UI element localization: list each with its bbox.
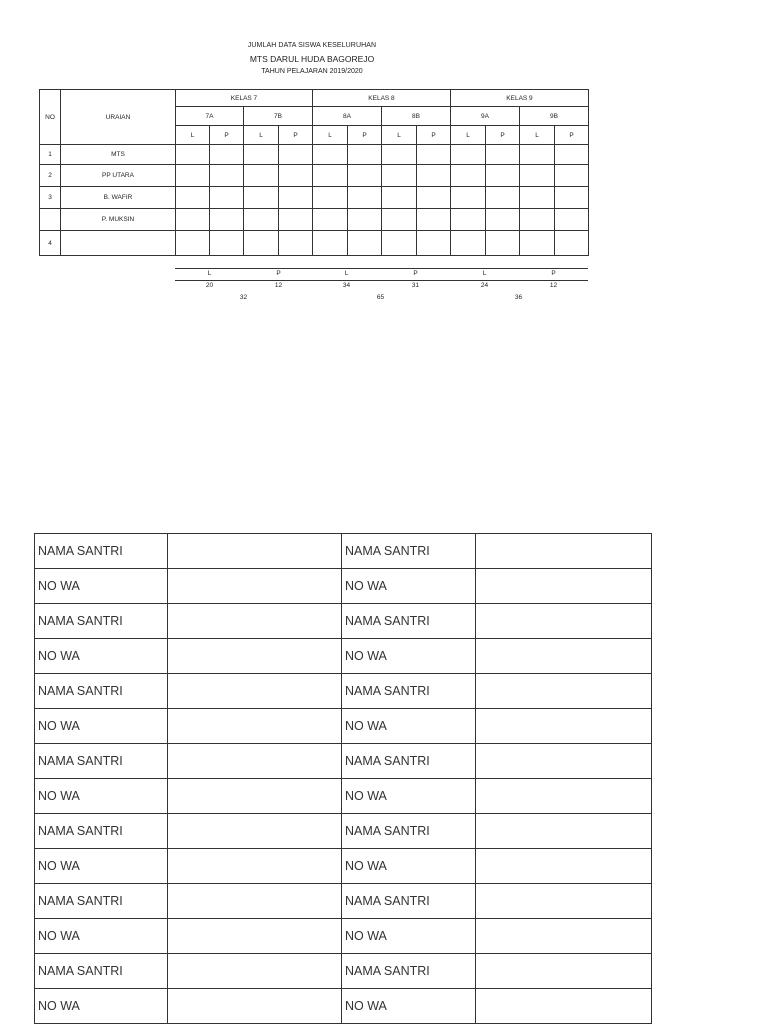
santri-field-value[interactable] xyxy=(476,674,652,709)
santri-field-value[interactable] xyxy=(168,709,342,744)
santri-field-label: NO WA xyxy=(35,989,168,1024)
data-cell xyxy=(417,209,451,231)
data-cell xyxy=(555,209,589,231)
data-cell xyxy=(520,187,555,209)
summary-value: 34 xyxy=(342,282,351,289)
summary-value: 12 xyxy=(549,282,558,289)
data-cell xyxy=(451,187,486,209)
row-uraian: P. MUKSIN xyxy=(61,209,176,231)
row-uraian xyxy=(61,231,176,256)
kelas-8-header: KELAS 8 xyxy=(313,90,451,107)
gender-p: P xyxy=(279,126,313,145)
summary-top-rule xyxy=(175,268,588,269)
data-cell xyxy=(176,145,210,165)
data-cell xyxy=(348,231,382,256)
santri-field-value[interactable] xyxy=(476,779,652,814)
data-cell xyxy=(451,165,486,187)
table-row xyxy=(40,187,589,209)
santri-field-label: NO WA xyxy=(35,779,168,814)
data-cell xyxy=(348,187,382,209)
santri-field-value[interactable] xyxy=(476,534,652,569)
data-cell xyxy=(279,165,313,187)
summary-values xyxy=(175,282,588,292)
data-cell xyxy=(520,209,555,231)
summary-value: 12 xyxy=(274,282,283,289)
santri-field-value[interactable] xyxy=(476,884,652,919)
data-cell xyxy=(210,209,244,231)
summary-label: L xyxy=(207,270,212,277)
data-cell xyxy=(348,165,382,187)
data-cell xyxy=(279,145,313,165)
data-cell xyxy=(176,231,210,256)
santri-field-label: NO WA xyxy=(35,639,168,674)
santri-field-label: NAMA SANTRI xyxy=(342,884,476,919)
row-no xyxy=(40,209,61,231)
santri-field-label: NAMA SANTRI xyxy=(35,744,168,779)
data-cell xyxy=(520,165,555,187)
summary-label: P xyxy=(413,270,418,277)
gender-p: P xyxy=(210,126,244,145)
santri-field-label: NO WA xyxy=(342,989,476,1024)
santri-field-label: NAMA SANTRI xyxy=(35,604,168,639)
gender-l: L xyxy=(382,126,417,145)
data-cell xyxy=(555,187,589,209)
data-cell xyxy=(486,145,520,165)
gender-p: P xyxy=(486,126,520,145)
row-no: 2 xyxy=(40,165,61,187)
santri-field-value[interactable] xyxy=(476,604,652,639)
santri-field-label: NO WA xyxy=(342,639,476,674)
santri-row xyxy=(35,919,652,954)
santri-field-label: NO WA xyxy=(35,849,168,884)
santri-contact-table xyxy=(34,533,652,1024)
santri-row xyxy=(35,954,652,989)
kelas-7-header: KELAS 7 xyxy=(176,90,313,107)
summary-labels xyxy=(175,270,588,280)
data-cell xyxy=(348,209,382,231)
santri-field-label: NAMA SANTRI xyxy=(342,954,476,989)
santri-field-label: NAMA SANTRI xyxy=(35,534,168,569)
santri-field-label: NAMA SANTRI xyxy=(342,744,476,779)
santri-field-label: NAMA SANTRI xyxy=(342,604,476,639)
rombel-7b: 7B xyxy=(244,107,313,126)
santri-field-label: NO WA xyxy=(342,919,476,954)
total-kelas-9: 36 xyxy=(514,294,523,301)
data-cell xyxy=(244,187,279,209)
rombel-9a: 9A xyxy=(451,107,520,126)
gender-p: P xyxy=(555,126,589,145)
santri-row xyxy=(35,744,652,779)
santri-field-label: NO WA xyxy=(35,569,168,604)
santri-field-value[interactable] xyxy=(168,989,342,1024)
total-kelas-7: 32 xyxy=(239,294,248,301)
santri-field-value[interactable] xyxy=(476,569,652,604)
santri-field-label: NAMA SANTRI xyxy=(342,674,476,709)
santri-field-value[interactable] xyxy=(476,814,652,849)
data-cell xyxy=(555,231,589,256)
data-cell xyxy=(210,187,244,209)
data-cell xyxy=(382,165,417,187)
rombel-7a: 7A xyxy=(176,107,244,126)
row-uraian: B. WAFIR xyxy=(61,187,176,209)
total-kelas-8: 65 xyxy=(376,294,385,301)
data-cell xyxy=(244,209,279,231)
santri-field-value[interactable] xyxy=(476,744,652,779)
row-no: 1 xyxy=(40,145,61,165)
data-cell xyxy=(244,145,279,165)
santri-field-label: NO WA xyxy=(35,709,168,744)
data-cell xyxy=(417,187,451,209)
summary-value: 31 xyxy=(411,282,420,289)
santri-field-value[interactable] xyxy=(168,954,342,989)
data-cell xyxy=(210,231,244,256)
gender-l: L xyxy=(451,126,486,145)
santri-field-label: NAMA SANTRI xyxy=(342,534,476,569)
report-title: JUMLAH DATA SISWA KESELURUHAN xyxy=(247,42,377,49)
summary-label: L xyxy=(482,270,487,277)
santri-row xyxy=(35,779,652,814)
school-name: MTS DARUL HUDA BAGOREJO xyxy=(249,54,375,64)
santri-row xyxy=(35,884,652,919)
santri-field-label: NO WA xyxy=(342,779,476,814)
santri-field-value[interactable] xyxy=(476,849,652,884)
santri-row xyxy=(35,534,652,569)
rombel-9b: 9B xyxy=(520,107,589,126)
santri-row xyxy=(35,709,652,744)
santri-field-value[interactable] xyxy=(476,954,652,989)
summary-label: L xyxy=(344,270,349,277)
row-uraian: MTS xyxy=(61,145,176,165)
data-cell xyxy=(210,145,244,165)
santri-field-value[interactable] xyxy=(168,569,342,604)
santri-field-label: NO WA xyxy=(35,919,168,954)
santri-field-value[interactable] xyxy=(168,884,342,919)
data-cell xyxy=(382,187,417,209)
rombel-8a: 8A xyxy=(313,107,382,126)
santri-row xyxy=(35,849,652,884)
data-cell xyxy=(244,231,279,256)
santri-field-label: NO WA xyxy=(342,849,476,884)
santri-field-label: NO WA xyxy=(342,569,476,604)
santri-row xyxy=(35,814,652,849)
gender-l: L xyxy=(520,126,555,145)
santri-field-value[interactable] xyxy=(168,814,342,849)
summary-mid-rule xyxy=(175,280,588,281)
data-cell xyxy=(417,145,451,165)
data-cell xyxy=(451,145,486,165)
data-cell xyxy=(555,165,589,187)
data-cell xyxy=(210,165,244,187)
data-cell xyxy=(279,231,313,256)
santri-field-label: NAMA SANTRI xyxy=(342,814,476,849)
santri-row xyxy=(35,604,652,639)
summary-value: 20 xyxy=(205,282,214,289)
santri-field-value[interactable] xyxy=(168,674,342,709)
student-count-table xyxy=(39,89,589,256)
santri-field-value[interactable] xyxy=(168,779,342,814)
table-row xyxy=(40,165,589,187)
gender-p: P xyxy=(417,126,451,145)
data-cell xyxy=(382,231,417,256)
santri-field-value[interactable] xyxy=(168,639,342,674)
data-cell xyxy=(451,209,486,231)
data-cell xyxy=(279,209,313,231)
data-cell xyxy=(313,145,348,165)
summary-value: 24 xyxy=(480,282,489,289)
santri-field-value[interactable] xyxy=(168,534,342,569)
data-cell xyxy=(486,231,520,256)
data-cell xyxy=(520,231,555,256)
santri-field-label: NAMA SANTRI xyxy=(35,814,168,849)
kelas-9-header: KELAS 9 xyxy=(451,90,589,107)
santri-field-value[interactable] xyxy=(476,919,652,954)
data-cell xyxy=(279,187,313,209)
summary-label: P xyxy=(276,270,281,277)
uraian-header: URAIAN xyxy=(61,90,176,145)
data-cell xyxy=(417,165,451,187)
no-header: NO xyxy=(40,90,61,145)
data-cell xyxy=(486,165,520,187)
santri-field-value[interactable] xyxy=(168,849,342,884)
data-cell xyxy=(348,145,382,165)
table-row xyxy=(40,209,589,231)
table-row xyxy=(40,145,589,165)
santri-row xyxy=(35,569,652,604)
data-cell xyxy=(382,145,417,165)
data-cell xyxy=(313,209,348,231)
data-cell xyxy=(451,231,486,256)
row-no: 4 xyxy=(40,231,61,256)
data-cell xyxy=(176,165,210,187)
row-uraian: PP UTARA xyxy=(61,165,176,187)
santri-field-value[interactable] xyxy=(168,604,342,639)
row-no: 3 xyxy=(40,187,61,209)
santri-field-value[interactable] xyxy=(476,989,652,1024)
data-cell xyxy=(555,145,589,165)
data-cell xyxy=(417,231,451,256)
gender-l: L xyxy=(244,126,279,145)
data-cell xyxy=(382,209,417,231)
gender-l: L xyxy=(176,126,210,145)
data-cell xyxy=(520,145,555,165)
santri-field-value[interactable] xyxy=(476,639,652,674)
table-row xyxy=(40,231,589,256)
santri-field-label: NO WA xyxy=(342,709,476,744)
summary-totals xyxy=(175,294,588,304)
santri-field-value[interactable] xyxy=(168,919,342,954)
santri-field-label: NAMA SANTRI xyxy=(35,954,168,989)
data-cell xyxy=(244,165,279,187)
santri-field-label: NAMA SANTRI xyxy=(35,884,168,919)
data-cell xyxy=(486,209,520,231)
data-cell xyxy=(313,187,348,209)
data-cell xyxy=(313,165,348,187)
gender-l: L xyxy=(313,126,348,145)
data-cell xyxy=(176,209,210,231)
data-cell xyxy=(176,187,210,209)
gender-p: P xyxy=(348,126,382,145)
santri-row xyxy=(35,674,652,709)
data-cell xyxy=(486,187,520,209)
santri-row xyxy=(35,639,652,674)
data-cell xyxy=(313,231,348,256)
santri-row xyxy=(35,989,652,1024)
santri-field-value[interactable] xyxy=(476,709,652,744)
santri-field-value[interactable] xyxy=(168,744,342,779)
summary-label: P xyxy=(551,270,556,277)
santri-field-label: NAMA SANTRI xyxy=(35,674,168,709)
rombel-8b: 8B xyxy=(382,107,451,126)
academic-year: TAHUN PELAJARAN 2019/2020 xyxy=(261,68,363,75)
